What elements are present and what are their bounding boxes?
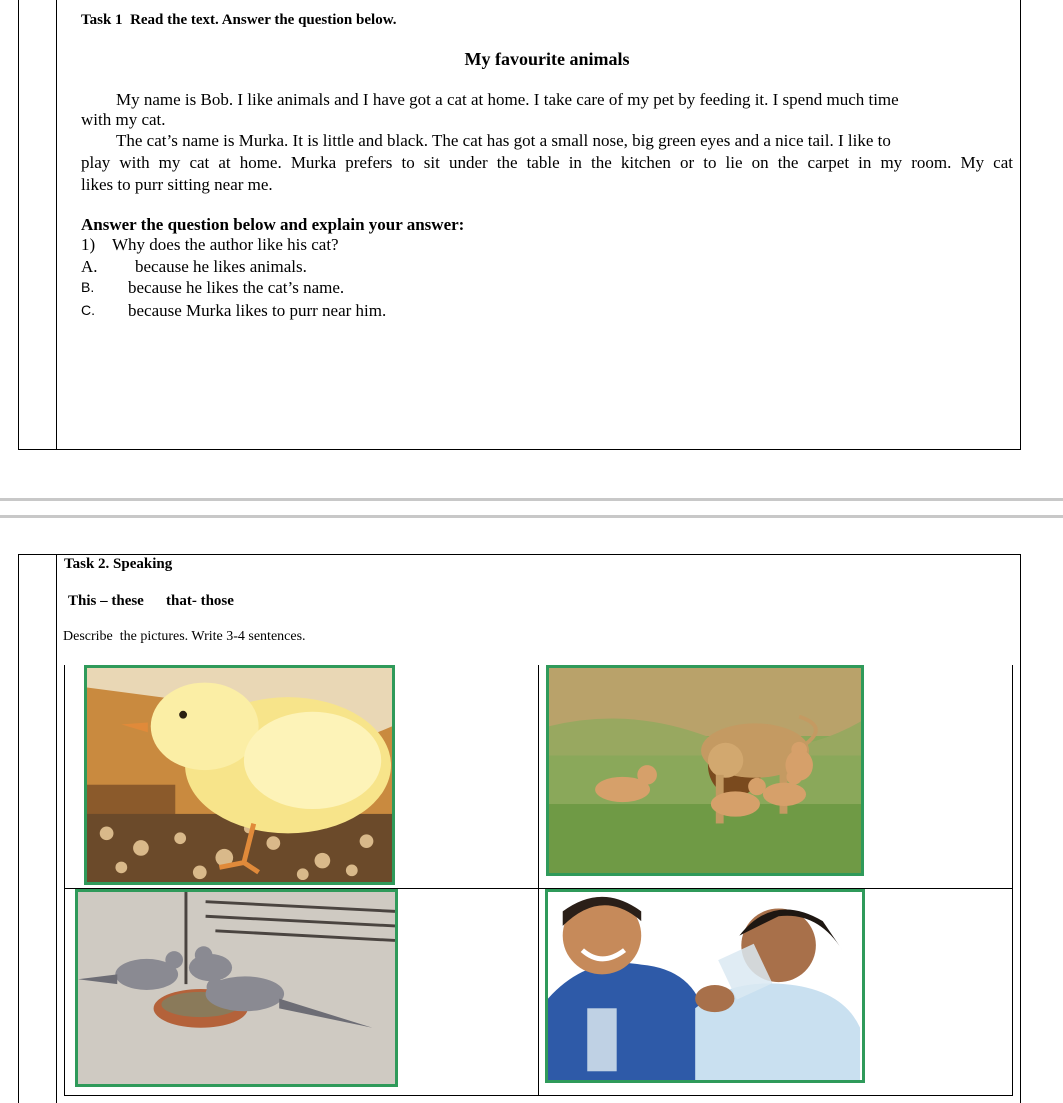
words-that-those: that- those	[166, 593, 234, 609]
paragraph2-line1: The cat’s name is Murka. It is little and black. The cat has got a small nose, big green eyes and a nice tail. I like to	[116, 131, 891, 150]
paragraph1-line1: My name is Bob. I like animals and I have got a cat at home. I take care of my pet by feeding it. I spend much time	[116, 90, 899, 109]
option-b-letter: B.	[81, 279, 95, 295]
words-this-these: This – these	[68, 593, 144, 609]
question-text: Why does the author like his cat?	[112, 235, 339, 254]
story-title: My favourite animals	[464, 49, 630, 69]
option-c-text: because Murka likes to purr near him.	[128, 301, 387, 320]
chick-picture	[84, 665, 395, 885]
lion-cubs-picture	[546, 665, 864, 876]
task2-title: Task 2. Speaking	[64, 556, 173, 572]
task1-label: Task 1	[81, 12, 123, 28]
paragraph1-line2: with my cat.	[81, 110, 166, 129]
doves-picture	[75, 889, 398, 1087]
option-c-letter: C.	[81, 302, 95, 318]
task1-header	[81, 12, 396, 29]
children-water-picture	[545, 889, 865, 1083]
paragraph2-line2: play with my cat at home. Murka prefers to sit under the table in the kitchen or to lie on the carpet in my room. My cat	[81, 153, 1013, 172]
question-number: 1)	[81, 235, 96, 254]
option-a-letter: A.	[81, 257, 98, 276]
task2-instruction: Describe the pictures. Write 3-4 sentences.	[63, 629, 306, 644]
task1-instruction: Read the text. Answer the question below.	[130, 12, 397, 28]
option-b-text: because he likes the cat’s name.	[128, 278, 345, 297]
paragraph2-line3: likes to purr sitting near me.	[81, 175, 273, 194]
option-a-text: because he likes animals.	[135, 257, 307, 276]
answer-heading: Answer the question below and explain your answer:	[81, 215, 465, 234]
